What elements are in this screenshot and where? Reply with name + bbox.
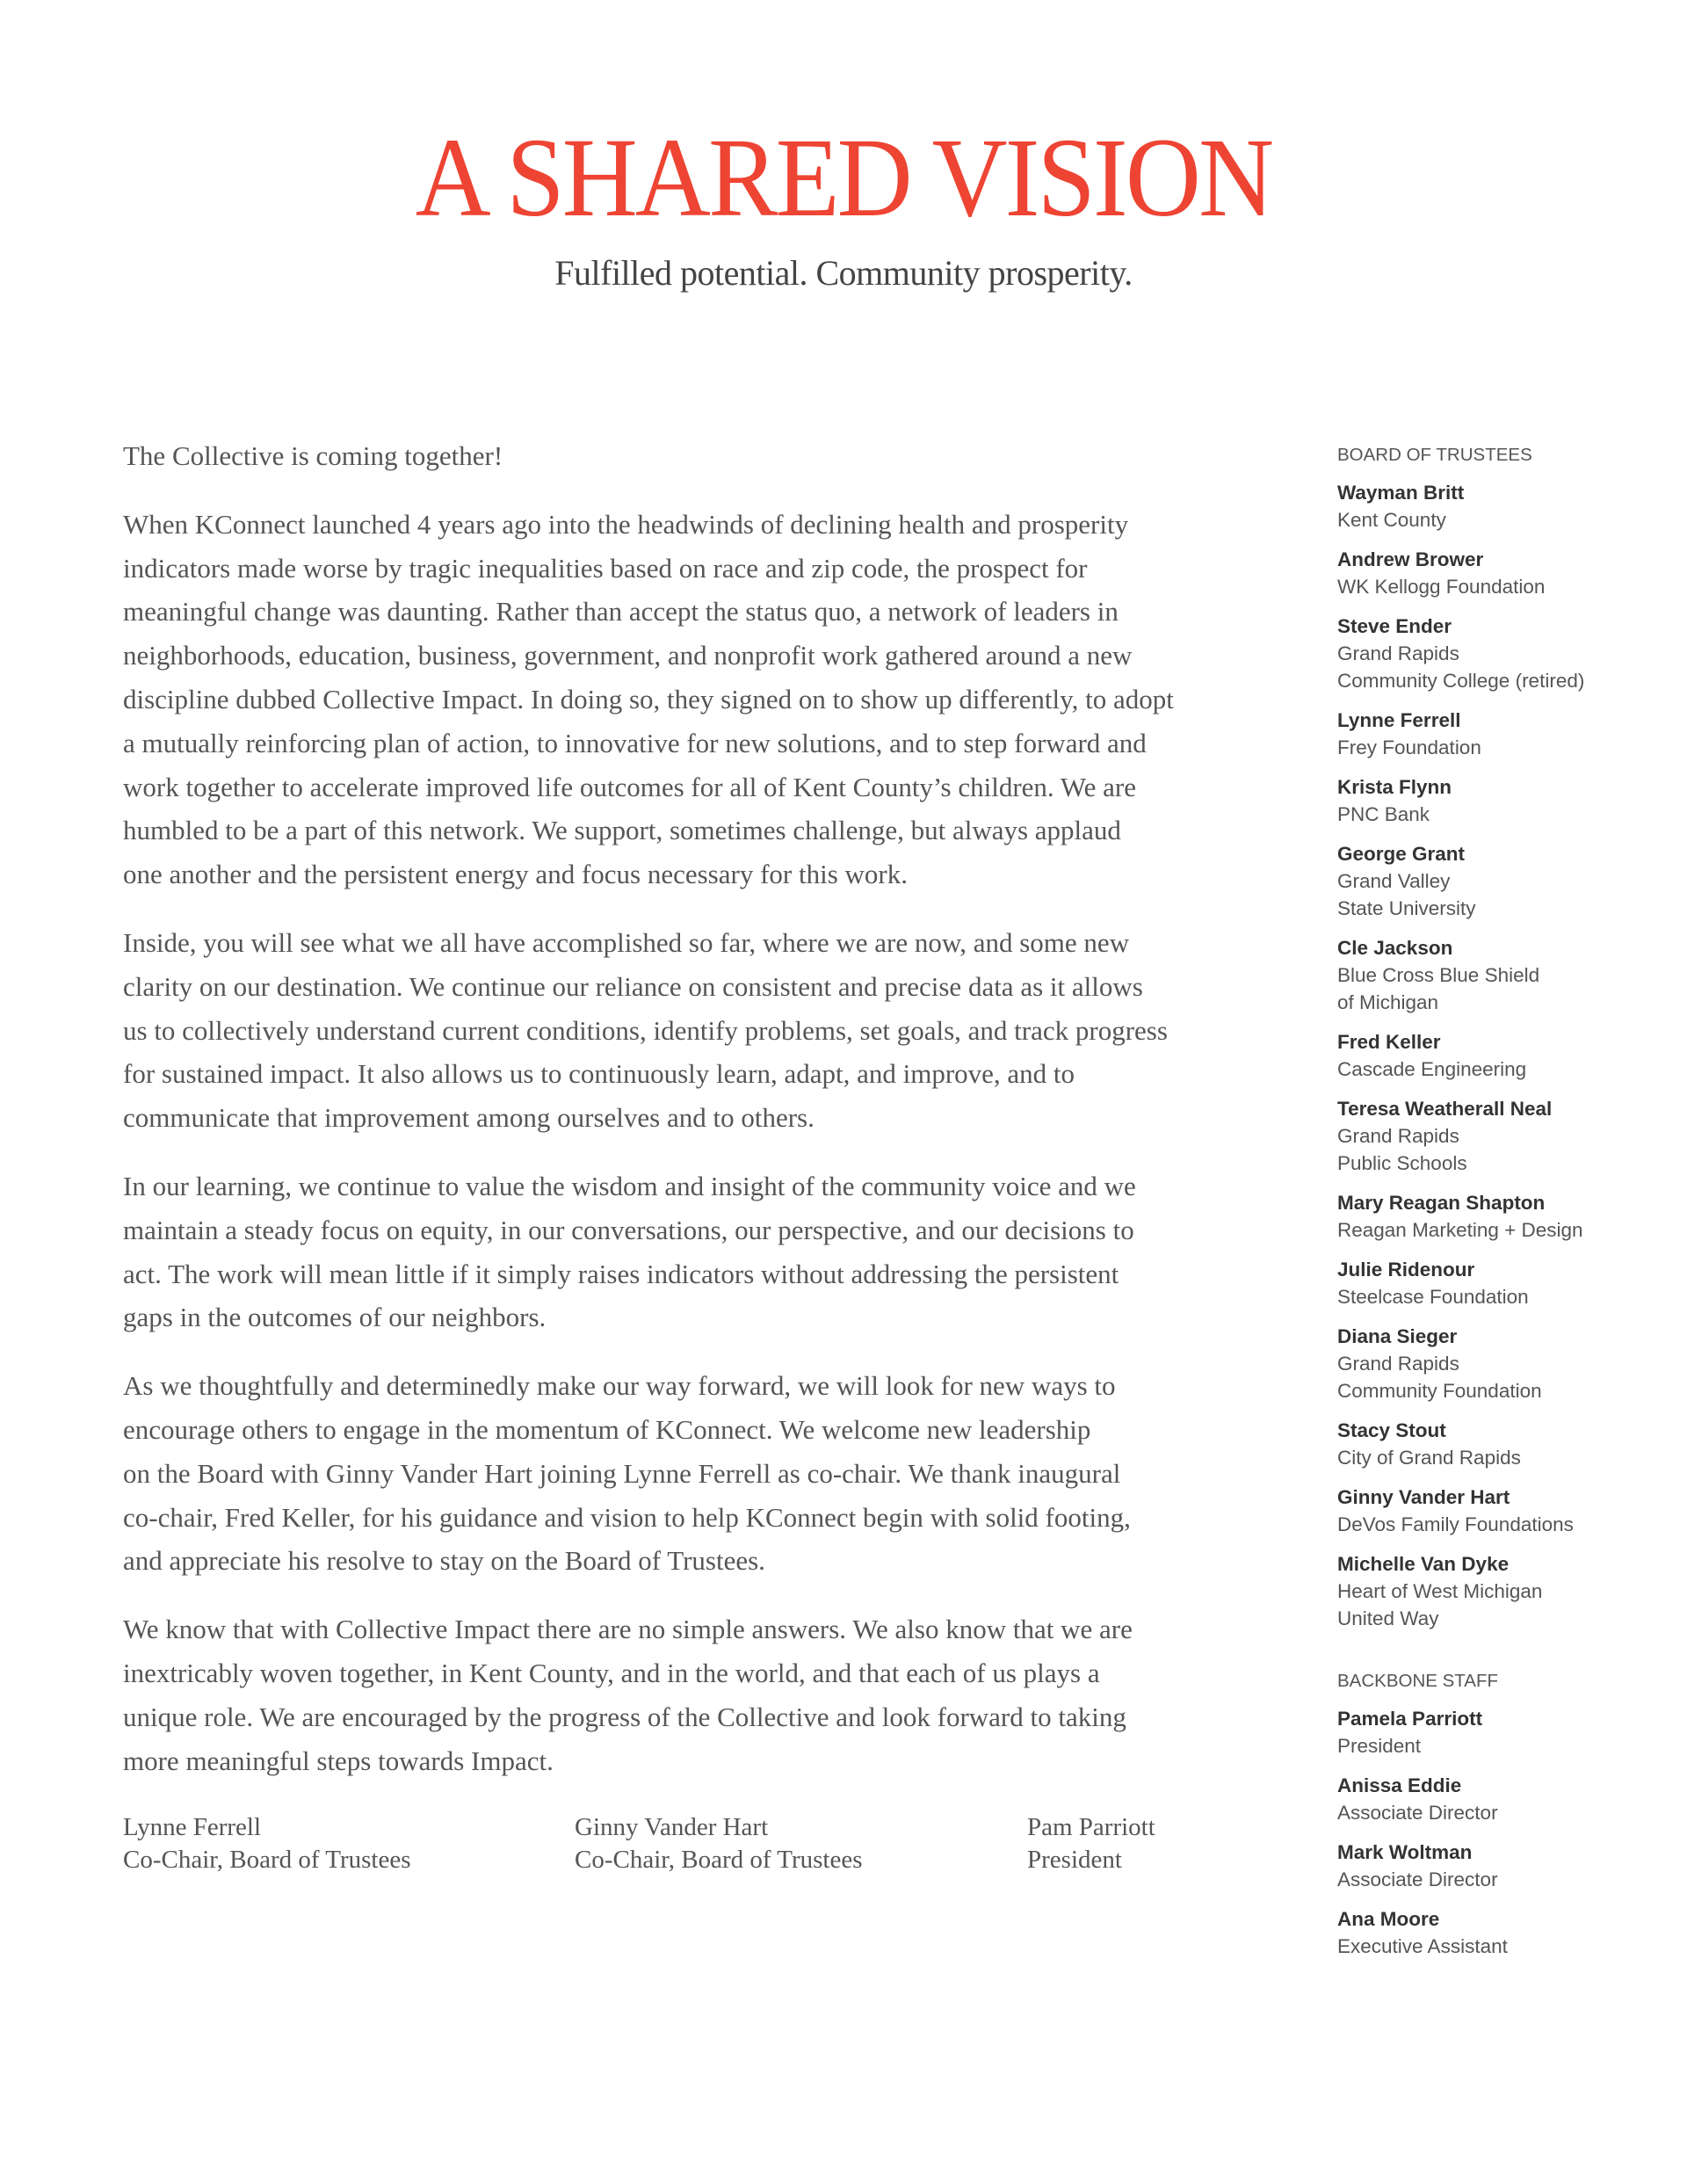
member-name: Mary Reagan Shapton — [1337, 1192, 1546, 1214]
member-affiliation: Grand Rapids — [1337, 1353, 1459, 1375]
roster-member — [1337, 479, 1680, 533]
member-affiliation: Associate Director — [1337, 1868, 1498, 1890]
paragraph-line: maintain a steady focus on equity, in our conversations, our perspective, and our decisions to — [123, 1214, 1134, 1245]
paragraph-line: co-chair, Fred Keller, for his guidance and vision to help KConnect begin with solid footing, — [123, 1501, 1131, 1533]
member-affiliation: Blue Cross Blue Shield — [1337, 964, 1540, 986]
roster-member — [1337, 613, 1680, 694]
paragraph-line: work together to accelerate improved life outcomes for all of Kent County’s children. We are — [123, 771, 1136, 802]
letter-paragraph — [123, 1165, 1265, 1339]
paragraph-line: humbled to be a part of this network. We support, sometimes challenge, but always applaud — [123, 815, 1121, 846]
member-affiliation: President — [1337, 1735, 1422, 1757]
paragraph-line: inextricably woven together, in Kent County, and in the world, and that each of us plays a — [123, 1657, 1100, 1688]
paragraph-line: As we thoughtfully and determinedly make our way forward, we will look for new ways to — [123, 1370, 1116, 1402]
paragraph-line: clarity on our destination. We continue our reliance on consistent and precise data as it allows — [123, 970, 1143, 1002]
member-affiliation: State University — [1337, 897, 1476, 919]
roster-member — [1337, 1256, 1680, 1310]
paragraph-line: a mutually reinforcing plan of action, to innovative for new solutions, and to step forward and — [123, 727, 1147, 758]
roster-member — [1337, 1189, 1680, 1244]
member-name: Andrew Brower — [1337, 548, 1484, 570]
member-name: Michelle Van Dyke — [1337, 1553, 1510, 1575]
letter-body — [123, 434, 1265, 1807]
member-name: Stacy Stout — [1337, 1419, 1446, 1441]
member-name: Cle Jackson — [1337, 937, 1453, 959]
paragraph-line: indicators made worse by tragic inequalities based on race and zip code, the prospect for — [123, 552, 1088, 584]
member-name: George Grant — [1337, 843, 1466, 865]
member-affiliation: United Way — [1337, 1607, 1439, 1629]
roster-member — [1337, 1028, 1680, 1083]
signature-role: Co-Chair, Board of Trustees — [575, 1846, 863, 1874]
member-affiliation: DeVos Family Foundations — [1337, 1513, 1574, 1535]
signature-role: President — [1027, 1846, 1122, 1874]
member-affiliation: Associate Director — [1337, 1802, 1498, 1824]
signature-name: Ginny Vander Hart — [575, 1813, 769, 1841]
member-affiliation: of Michigan — [1337, 991, 1439, 1013]
page-subtitle: Fulfilled potential. Community prosperity. — [554, 253, 1133, 293]
roster-section — [1337, 441, 1680, 1632]
member-affiliation: Steelcase Foundation — [1337, 1286, 1529, 1308]
paragraph-line: When KConnect launched 4 years ago into the headwinds of declining health and prosperity — [123, 508, 1129, 540]
member-name: Ana Moore — [1337, 1908, 1440, 1930]
paragraph-line: one another and the persistent energy and focus necessary for this work. — [123, 859, 908, 890]
member-affiliation: Community Foundation — [1337, 1380, 1542, 1402]
signature-name: Pam Parriott — [1027, 1813, 1155, 1841]
member-affiliation: Grand Valley — [1337, 870, 1451, 892]
member-affiliation: Cascade Engineering — [1337, 1058, 1527, 1080]
paragraph-line: unique role. We are encouraged by the progress of the Collective and look forward to taking — [123, 1701, 1126, 1732]
letter-paragraph — [123, 921, 1265, 1140]
member-name: Julie Ridenour — [1337, 1259, 1475, 1281]
paragraph-line: more meaningful steps towards Impact. — [123, 1745, 554, 1776]
signature-role: Co-Chair, Board of Trustees — [123, 1846, 411, 1874]
signature-block — [1027, 1811, 1155, 1876]
roster-member — [1337, 1417, 1680, 1471]
section-heading: BOARD OF TRUSTEES — [1337, 445, 1532, 465]
member-name: Pamela Parriott — [1337, 1708, 1483, 1730]
paragraph-line: communicate that improvement among ourselves and to others. — [123, 1102, 815, 1134]
roster-member — [1337, 1550, 1680, 1632]
roster-member — [1337, 1905, 1680, 1960]
roster-member — [1337, 1839, 1680, 1893]
paragraph-line: encourage others to engage in the momentum of KConnect. We welcome new leadership — [123, 1413, 1091, 1445]
member-name: Anissa Eddie — [1337, 1774, 1462, 1796]
roster-member — [1337, 546, 1680, 600]
section-heading: BACKBONE STAFF — [1337, 1671, 1499, 1691]
member-affiliation: Grand Rapids — [1337, 642, 1459, 664]
member-name: Wayman Britt — [1337, 482, 1465, 504]
member-name: Mark Woltman — [1337, 1841, 1473, 1863]
member-name: Diana Sieger — [1337, 1325, 1458, 1347]
member-name: Steve Ender — [1337, 615, 1452, 637]
member-affiliation: City of Grand Rapids — [1337, 1447, 1521, 1469]
letter-paragraph — [123, 503, 1265, 896]
roster-member — [1337, 934, 1680, 1016]
paragraph-line: discipline dubbed Collective Impact. In doing so, they signed on to show up differently, to adopt — [123, 683, 1174, 715]
letter-paragraph — [123, 1364, 1265, 1583]
roster-member — [1337, 707, 1680, 761]
paragraph-line: gaps in the outcomes of our neighbors. — [123, 1302, 547, 1333]
member-affiliation: WK Kellogg Foundation — [1337, 576, 1546, 598]
member-name: Teresa Weatherall Neal — [1337, 1098, 1553, 1120]
paragraph-line: for sustained impact. It also allows us to continuously learn, adapt, and improve, and to — [123, 1058, 1075, 1090]
member-affiliation: Community College (retired) — [1337, 670, 1585, 692]
paragraph-line: us to collectively understand current conditions, identify problems, set goals, and track progress — [123, 1014, 1168, 1046]
member-affiliation: PNC Bank — [1337, 803, 1430, 825]
member-affiliation: Kent County — [1337, 509, 1446, 531]
paragraph-line: neighborhoods, education, business, government, and nonprofit work gathered around a new — [123, 640, 1133, 671]
page-title: A SHARED VISION — [415, 115, 1272, 240]
paragraph-line: act. The work will mean little if it simply raises indicators without addressing the persistent — [123, 1258, 1119, 1289]
paragraph-line: meaningful change was daunting. Rather than accept the status quo, a network of leaders in — [123, 596, 1119, 628]
signature-block — [575, 1811, 863, 1876]
roster-section — [1337, 1667, 1680, 1960]
paragraph-line: and appreciate his resolve to stay on the Board of Trustees. — [123, 1545, 765, 1577]
member-affiliation: Grand Rapids — [1337, 1125, 1459, 1147]
member-name: Ginny Vander Hart — [1337, 1486, 1510, 1508]
roster-member — [1337, 1095, 1680, 1177]
paragraph-line: on the Board with Ginny Vander Hart joining Lynne Ferrell as co-chair. We thank inaugural — [123, 1457, 1121, 1489]
roster-member — [1337, 1323, 1680, 1404]
roster-member — [1337, 773, 1680, 828]
member-affiliation: Frey Foundation — [1337, 736, 1481, 758]
member-name: Lynne Ferrell — [1337, 709, 1461, 731]
signature-block — [123, 1811, 411, 1876]
member-affiliation: Reagan Marketing + Design — [1337, 1219, 1583, 1241]
signature-name: Lynne Ferrell — [123, 1813, 262, 1841]
paragraph-line: Inside, you will see what we all have accomplished so far, where we are now, and some new — [123, 926, 1130, 958]
member-name: Krista Flynn — [1337, 776, 1452, 798]
member-affiliation: Executive Assistant — [1337, 1935, 1508, 1957]
roster-member — [1337, 840, 1680, 922]
member-name: Fred Keller — [1337, 1031, 1441, 1053]
member-affiliation: Heart of West Michigan — [1337, 1580, 1543, 1602]
paragraph-line: In our learning, we continue to value the wisdom and insight of the community voice and we — [123, 1170, 1136, 1201]
roster-member — [1337, 1705, 1680, 1760]
paragraph-line: We know that with Collective Impact there are no simple answers. We also know that we are — [123, 1614, 1133, 1645]
member-affiliation: Public Schools — [1337, 1152, 1467, 1174]
roster-member — [1337, 1772, 1680, 1826]
roster-member — [1337, 1484, 1680, 1538]
sidebar-roster — [1337, 441, 1680, 1972]
letter-paragraph — [123, 1607, 1265, 1782]
paragraph-line: The Collective is coming together! — [123, 440, 503, 471]
letter-paragraph — [123, 434, 1265, 478]
